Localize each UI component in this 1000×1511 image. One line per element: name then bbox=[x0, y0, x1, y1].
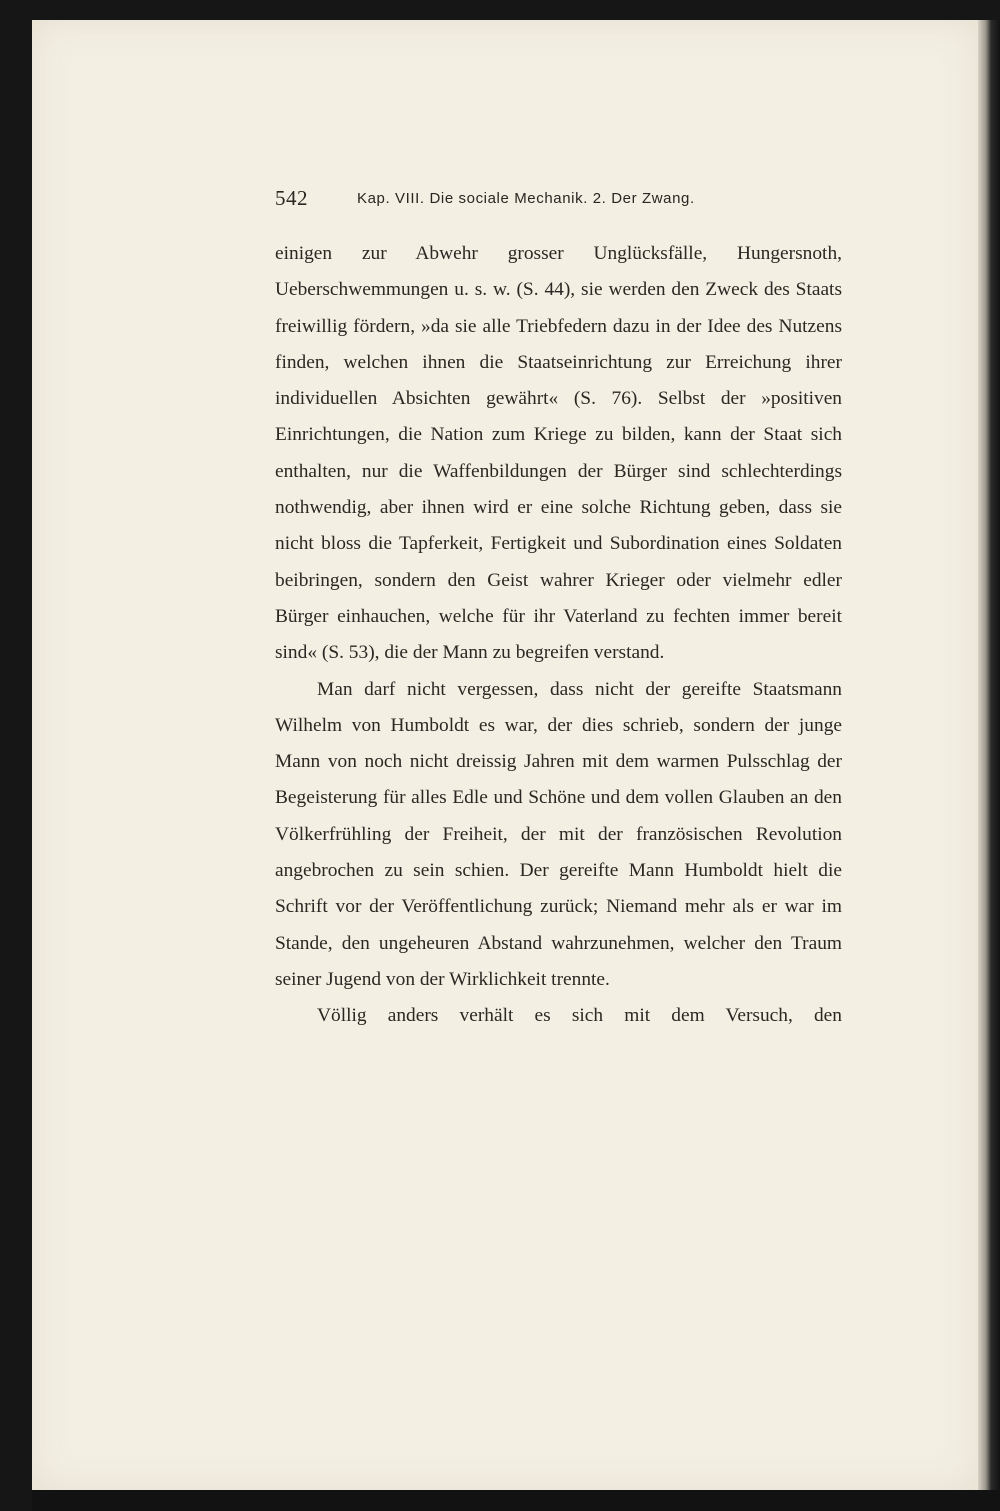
running-head: Kap. VIII. Die sociale Mechanik. 2. Der Zwang. bbox=[357, 190, 695, 207]
paragraph-2: Man darf nicht vergessen, dass nicht der gereifte Staatsmann Wilhelm von Humboldt es war, der dies schrieb, sondern der junge Mann von noch nicht dreissig Jahren mit dem warmen Pulsschlag der Begeisterung für alles Edle und Schöne und dem vollen Glauben an den Völkerfrühling der Freiheit, der mit der französischen Revolution angebrochen zu sein schien. Der gereifte Mann Humboldt hielt die Schrift vor der Veröffentlichung zurück; Niemand mehr als er war im Stande, den ungeheuren Abstand wahrzunehmen, welcher den Traum seiner Jugend von der Wirklichkeit trennte. bbox=[275, 678, 842, 990]
page-header bbox=[275, 186, 845, 218]
page-edge-right bbox=[978, 20, 1000, 1490]
page-number: 542 bbox=[275, 186, 308, 210]
body-text bbox=[275, 236, 842, 1035]
paragraph-3: Völlig anders verhält es sich mit dem Versuch, den bbox=[317, 1005, 842, 1027]
page-edge-bottom bbox=[32, 1490, 1000, 1511]
paragraph-1: einigen zur Abwehr grosser Unglücksfälle, Hungersnoth, Ueberschwemmungen u. s. w. (S. 44), sie werden den Zweck des Staats freiwillig fördern, »da sie alle Triebfedern dazu in der Idee des Nutzens finden, welchen ihnen die Staatseinrichtung zur Erreichung ihrer individuellen Absichten gewährt« (S. 76). Selbst der »positiven Einrichtungen, die Nation zum Kriege zu bilden, kann der Staat sich enthalten, nur die Waffenbildungen der Bürger sind schlechterdings nothwendig, aber ihnen wird er eine solche Richtung geben, dass sie nicht bloss die Tapferkeit, Fertigkeit und Subordination eines Soldaten beibringen, sondern den Geist wahrer Krieger oder vielmehr edler Bürger einhauchen, welche für ihr Vaterland zu fechten immer bereit sind« (S. 53), die der Mann zu begreifen verstand. bbox=[275, 243, 842, 664]
